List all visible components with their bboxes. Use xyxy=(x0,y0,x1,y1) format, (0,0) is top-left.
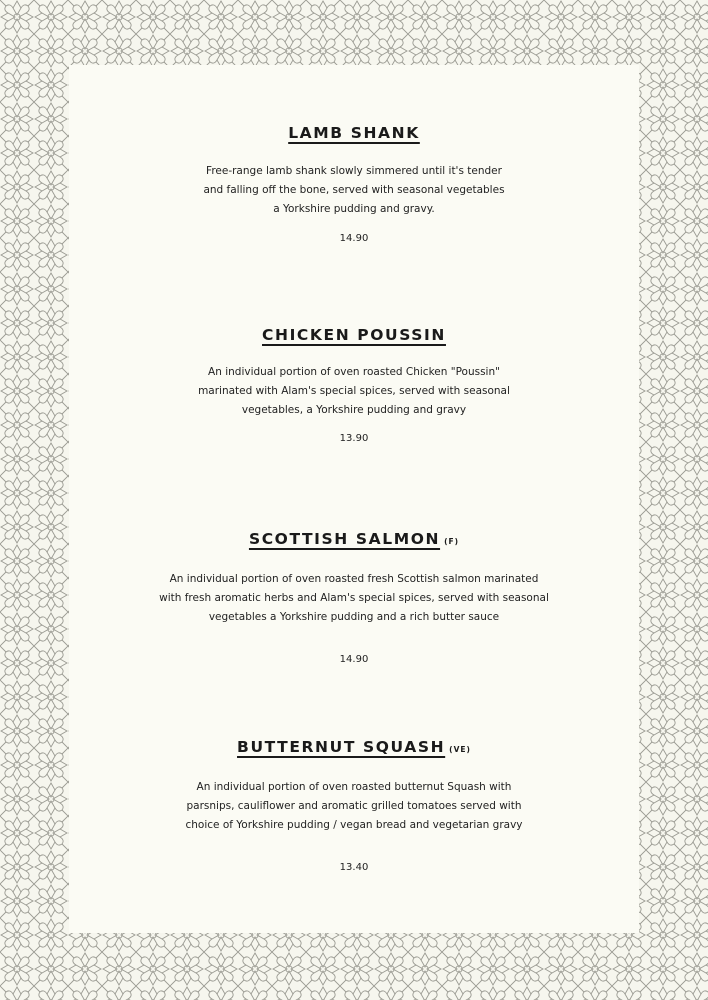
dish-description-line: with fresh aromatic herbs and Alam's special spices, served with seasonal xyxy=(159,592,549,604)
dish-title xyxy=(69,123,639,143)
dish-price: 14.90 xyxy=(339,654,369,665)
dish-title-text: SCOTTISH SALMON xyxy=(248,530,441,548)
dish-description xyxy=(69,778,639,835)
dish-description-line: An individual portion of oven roasted fresh Scottish salmon marinated xyxy=(169,573,539,585)
dietary-tag: (VE) xyxy=(449,745,471,754)
dish-description xyxy=(69,162,639,219)
dish-price: 13.40 xyxy=(339,862,369,873)
dish-scottish-salmon xyxy=(69,529,639,665)
dish-description xyxy=(69,363,639,420)
dish-title-text: LAMB SHANK xyxy=(288,124,420,142)
dish-title xyxy=(69,325,639,345)
dish-description-line: and falling off the bone, served with seasonal vegetables xyxy=(203,184,505,196)
dish-description-line: An individual portion of oven roasted butternut Squash with xyxy=(196,781,512,793)
dish-title xyxy=(69,529,639,552)
dish-description-line: parsnips, cauliflower and aromatic grilled tomatoes served with xyxy=(186,800,522,812)
dish-title xyxy=(69,737,639,760)
dish-description-line: vegetables, a Yorkshire pudding and gravy xyxy=(241,404,467,416)
dish-description-line: marinated with Alam's special spices, served with seasonal xyxy=(198,385,510,397)
dish-description-line: Free-range lamb shank slowly simmered until it's tender xyxy=(206,165,502,177)
menu-panel xyxy=(69,65,639,933)
dish-price: 14.90 xyxy=(339,233,369,244)
dish-description xyxy=(69,570,639,627)
dish-butternut-squash xyxy=(69,737,639,873)
dish-title-text: BUTTERNUT SQUASH xyxy=(237,738,446,756)
dish-description-line: choice of Yorkshire pudding / vegan bread and vegetarian gravy xyxy=(185,819,523,831)
dish-price: 13.90 xyxy=(339,433,369,444)
dish-chicken-poussin xyxy=(69,325,639,444)
dish-description-line: vegetables a Yorkshire pudding and a rich butter sauce xyxy=(208,611,500,623)
dish-description-line: a Yorkshire pudding and gravy. xyxy=(273,203,435,215)
dish-title-text: CHICKEN POUSSIN xyxy=(262,326,446,344)
dish-lamb-shank xyxy=(69,123,639,244)
dish-description-line: An individual portion of oven roasted Chicken "Poussin" xyxy=(208,366,500,378)
dietary-tag: (F) xyxy=(444,537,460,546)
